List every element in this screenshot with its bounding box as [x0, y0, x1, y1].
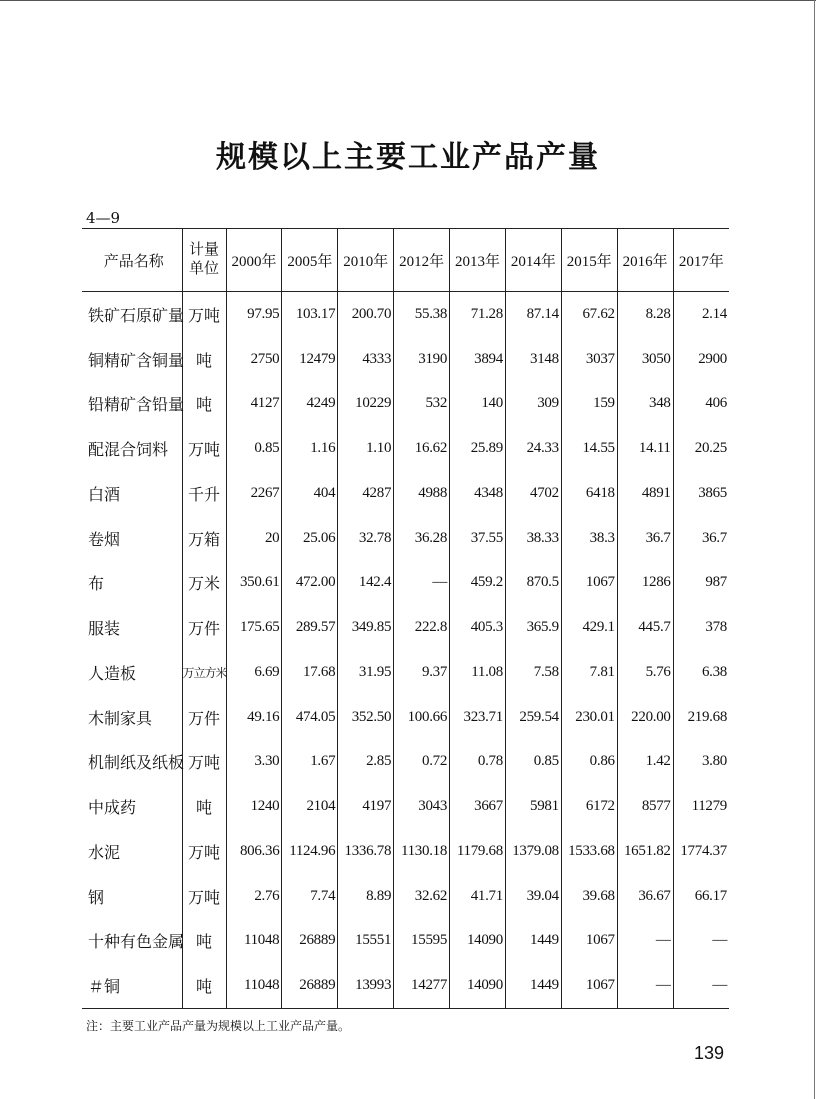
value-cell: 6172: [561, 784, 617, 829]
unit-cell: 万吨: [182, 426, 226, 471]
value-cell: 459.2: [450, 561, 506, 606]
value-cell: 3190: [394, 337, 450, 382]
value-cell: 14090: [450, 919, 506, 964]
value-cell: 0.86: [561, 740, 617, 785]
header-year: 2017年: [673, 229, 729, 292]
unit-cell: 吨: [182, 784, 226, 829]
value-cell: 14277: [394, 963, 450, 1008]
value-cell: 3050: [617, 337, 673, 382]
production-table: [82, 228, 729, 1009]
value-cell: —: [617, 919, 673, 964]
value-cell: 14.55: [561, 426, 617, 471]
value-cell: 2.85: [338, 740, 394, 785]
value-cell: 140: [450, 382, 506, 427]
value-cell: 350.61: [226, 561, 282, 606]
product-name-cell: 配混合饲料: [82, 426, 182, 471]
value-cell: 474.05: [282, 695, 338, 740]
value-cell: 14090: [450, 963, 506, 1008]
value-cell: 0.72: [394, 740, 450, 785]
header-year: 2014年: [505, 229, 561, 292]
page-border-top: [0, 0, 816, 1]
value-cell: 9.37: [394, 650, 450, 695]
value-cell: 16.62: [394, 426, 450, 471]
value-cell: 4287: [338, 471, 394, 516]
value-cell: 25.89: [450, 426, 506, 471]
value-cell: 159: [561, 382, 617, 427]
value-cell: 67.62: [561, 292, 617, 337]
unit-cell: 万米: [182, 561, 226, 606]
value-cell: 103.17: [282, 292, 338, 337]
unit-cell: 吨: [182, 382, 226, 427]
value-cell: 10229: [338, 382, 394, 427]
product-name-cell: 铅精矿含铅量: [82, 382, 182, 427]
table-row: [82, 337, 729, 382]
unit-cell: 万吨: [182, 874, 226, 919]
value-cell: 2104: [282, 784, 338, 829]
value-cell: 26889: [282, 963, 338, 1008]
value-cell: 1124.96: [282, 829, 338, 874]
value-cell: 39.68: [561, 874, 617, 919]
product-name-cell: 钢: [82, 874, 182, 919]
value-cell: 8577: [617, 784, 673, 829]
unit-cell: 吨: [182, 919, 226, 964]
value-cell: 806.36: [226, 829, 282, 874]
unit-cell: 吨: [182, 963, 226, 1008]
value-cell: 309: [505, 382, 561, 427]
table-row: [82, 695, 729, 740]
table-row: [82, 471, 729, 516]
value-cell: 7.58: [505, 650, 561, 695]
value-cell: 32.62: [394, 874, 450, 919]
value-cell: 41.71: [450, 874, 506, 919]
table-row: [82, 650, 729, 695]
value-cell: 2900: [698, 350, 728, 367]
value-cell: 532: [394, 382, 450, 427]
value-cell: 5.76: [617, 650, 673, 695]
product-name-cell: 十种有色金属: [82, 919, 182, 964]
value-cell: 11048: [226, 963, 282, 1008]
table-row: [82, 561, 729, 606]
value-cell: 26889: [282, 919, 338, 964]
value-cell: 49.16: [226, 695, 282, 740]
value-cell: 71.28: [450, 292, 506, 337]
value-cell: 222.8: [394, 605, 450, 650]
unit-cell: 万吨: [182, 292, 226, 337]
value-cell: 4249: [282, 382, 338, 427]
value-cell: 13993: [338, 963, 394, 1008]
value-cell: 1.42: [617, 740, 673, 785]
value-cell: 2.76: [226, 874, 282, 919]
value-cell: 25.06: [282, 516, 338, 561]
table-row: [82, 516, 729, 561]
value-cell: 7.81: [561, 650, 617, 695]
value-cell: 36.7: [617, 516, 673, 561]
value-cell: —: [617, 963, 673, 1008]
header-year: 2000年: [226, 229, 282, 292]
value-cell: 1774.37: [680, 842, 728, 859]
value-cell: 870.5: [505, 561, 561, 606]
value-cell: 15595: [394, 919, 450, 964]
value-cell: 0.85: [505, 740, 561, 785]
value-cell: 38.3: [561, 516, 617, 561]
value-cell: 20: [226, 516, 282, 561]
value-cell: 348: [617, 382, 673, 427]
value-cell: 3667: [450, 784, 506, 829]
value-cell: 1449: [505, 963, 561, 1008]
value-cell: 36.28: [394, 516, 450, 561]
table-body: [82, 292, 729, 1009]
value-cell: 142.4: [338, 561, 394, 606]
value-cell: 32.78: [338, 516, 394, 561]
unit-cell: 万箱: [182, 516, 226, 561]
value-cell: 97.95: [226, 292, 282, 337]
unit-cell: 万立方米: [182, 650, 226, 695]
table-header-row: [82, 229, 729, 292]
table-row: [82, 292, 729, 337]
product-name-cell: 布: [82, 561, 182, 606]
value-cell: 36.7: [701, 529, 728, 546]
value-cell: 429.1: [561, 605, 617, 650]
value-cell: 66.17: [694, 887, 728, 904]
value-cell: 4127: [226, 382, 282, 427]
value-cell: 24.33: [505, 426, 561, 471]
value-cell: 378: [705, 619, 728, 636]
value-cell: 4702: [505, 471, 561, 516]
value-cell: 1.10: [338, 426, 394, 471]
value-cell: 445.7: [617, 605, 673, 650]
value-cell: 14.11: [617, 426, 673, 471]
value-cell: 472.00: [282, 561, 338, 606]
unit-cell: 千升: [182, 471, 226, 516]
value-cell: 175.65: [226, 605, 282, 650]
value-cell: 39.04: [505, 874, 561, 919]
value-cell: 100.66: [394, 695, 450, 740]
table-row: [82, 874, 729, 919]
value-cell: 1067: [561, 561, 617, 606]
header-year: 2005年: [282, 229, 338, 292]
value-cell: 404: [282, 471, 338, 516]
product-name-cell: 卷烟: [82, 516, 182, 561]
header-year: 2016年: [617, 229, 673, 292]
value-cell: 3.80: [701, 753, 728, 770]
value-cell: 230.01: [561, 695, 617, 740]
unit-cell: 万吨: [182, 740, 226, 785]
value-cell: 1336.78: [338, 829, 394, 874]
value-cell: 12479: [282, 337, 338, 382]
page-number: 139: [694, 1043, 725, 1063]
header-unit-line2: 单位: [188, 261, 219, 277]
value-cell: 219.68: [687, 708, 728, 725]
footnote: 注：主要工业产品产量为规模以上工业产品产量。: [86, 1019, 351, 1033]
value-cell: 11048: [226, 919, 282, 964]
product-name-cell: 中成药: [82, 784, 182, 829]
value-cell: 1067: [561, 963, 617, 1008]
value-cell: 323.71: [450, 695, 506, 740]
unit-cell: 万吨: [182, 829, 226, 874]
product-name-cell: 水泥: [82, 829, 182, 874]
value-cell: 4348: [450, 471, 506, 516]
product-name-cell: ＃铜: [82, 963, 182, 1008]
value-cell: 3043: [394, 784, 450, 829]
value-cell: 15551: [338, 919, 394, 964]
product-name-cell: 铁矿石原矿量: [82, 292, 182, 337]
value-cell: 1533.68: [561, 829, 617, 874]
value-cell: 3865: [698, 484, 728, 501]
value-cell: 6.69: [226, 650, 282, 695]
table-row: [82, 426, 729, 471]
value-cell: 17.68: [282, 650, 338, 695]
value-cell: 7.74: [282, 874, 338, 919]
value-cell: 4891: [617, 471, 673, 516]
value-cell: 1179.68: [450, 829, 506, 874]
value-cell: 1449: [505, 919, 561, 964]
value-cell: 220.00: [617, 695, 673, 740]
value-cell: 1.67: [282, 740, 338, 785]
product-name-cell: 人造板: [82, 650, 182, 695]
value-cell: 1.16: [282, 426, 338, 471]
header-year: 2015年: [561, 229, 617, 292]
value-cell: 6418: [561, 471, 617, 516]
value-cell: 987: [705, 574, 728, 591]
header-year: 2012年: [394, 229, 450, 292]
header-unit-line1: 计量: [188, 242, 219, 258]
value-cell: 352.50: [338, 695, 394, 740]
header-product-name: 产品名称: [82, 229, 182, 292]
value-cell: 11.08: [450, 650, 506, 695]
value-cell: 36.67: [617, 874, 673, 919]
product-name-cell: 机制纸及纸板: [82, 740, 182, 785]
value-cell: 8.89: [338, 874, 394, 919]
value-cell: 405.3: [450, 605, 506, 650]
value-cell: 289.57: [282, 605, 338, 650]
table-row: [82, 919, 729, 964]
table-row: [82, 382, 729, 427]
value-cell: 0.85: [226, 426, 282, 471]
value-cell: 1651.82: [617, 829, 673, 874]
value-cell: 3148: [505, 337, 561, 382]
value-cell: 349.85: [338, 605, 394, 650]
value-cell: 1240: [226, 784, 282, 829]
table-row: [82, 784, 729, 829]
unit-cell: 万件: [182, 605, 226, 650]
value-cell: 4333: [338, 337, 394, 382]
value-cell: 31.95: [338, 650, 394, 695]
value-cell: 3037: [561, 337, 617, 382]
value-cell: —: [712, 932, 728, 949]
header-unit: [182, 229, 226, 292]
value-cell: 406: [705, 395, 728, 412]
table-row: [82, 605, 729, 650]
value-cell: 1286: [617, 561, 673, 606]
value-cell: 3894: [450, 337, 506, 382]
product-name-cell: 白酒: [82, 471, 182, 516]
value-cell: 8.28: [617, 292, 673, 337]
value-cell: 11279: [691, 798, 728, 815]
table-row: [82, 829, 729, 874]
value-cell: 1379.08: [505, 829, 561, 874]
value-cell: 0.78: [450, 740, 506, 785]
value-cell: 2750: [226, 337, 282, 382]
value-cell: 200.70: [338, 292, 394, 337]
table-row: [82, 740, 729, 785]
table-code: 4—9: [86, 209, 121, 227]
page-title: 规模以上主要工业产品产量: [216, 140, 600, 175]
value-cell: 38.33: [505, 516, 561, 561]
value-cell: 20.25: [694, 440, 728, 457]
table-row: [82, 963, 729, 1008]
value-cell: —: [673, 963, 729, 1008]
product-name-cell: 木制家具: [82, 695, 182, 740]
value-cell: 365.9: [505, 605, 561, 650]
value-cell: 2.14: [701, 305, 728, 322]
value-cell: 87.14: [505, 292, 561, 337]
value-cell: 55.38: [394, 292, 450, 337]
value-cell: 259.54: [505, 695, 561, 740]
unit-cell: 吨: [182, 337, 226, 382]
value-cell: 3.30: [226, 740, 282, 785]
product-name-cell: 铜精矿含铜量: [82, 337, 182, 382]
value-cell: 4197: [338, 784, 394, 829]
value-cell: 2267: [226, 471, 282, 516]
value-cell: 5981: [505, 784, 561, 829]
unit-cell: 万件: [182, 695, 226, 740]
header-year: 2010年: [338, 229, 394, 292]
value-cell: 6.38: [701, 663, 728, 680]
value-cell: 4988: [394, 471, 450, 516]
product-name-cell: 服装: [82, 605, 182, 650]
value-cell: 1067: [561, 919, 617, 964]
value-cell: 37.55: [450, 516, 506, 561]
value-cell: 1130.18: [394, 829, 450, 874]
value-cell: —: [394, 561, 450, 606]
header-year: 2013年: [450, 229, 506, 292]
